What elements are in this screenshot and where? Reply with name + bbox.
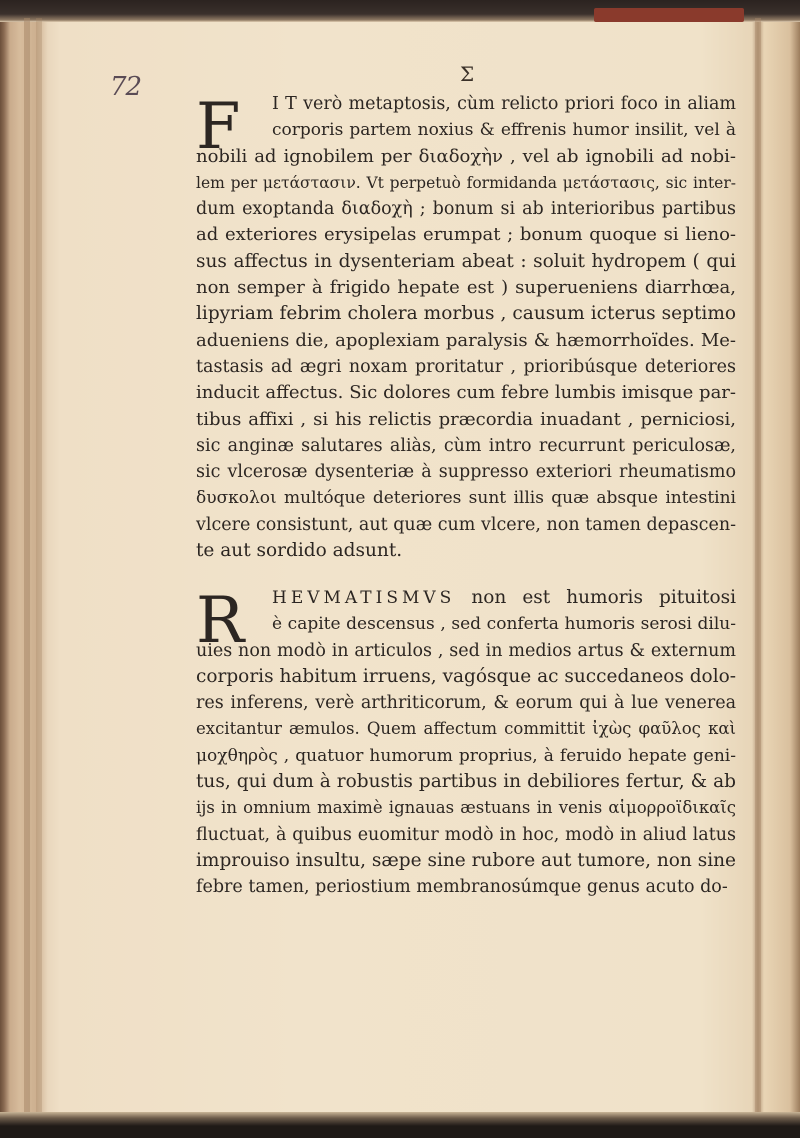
text-line: dum exoptanda διαδοχὴ ; bonum si ab interioribus partibus (196, 199, 736, 220)
text-line: adueniens die, apoplexiam paralysis & hæmorrhoïdes. Me- (196, 329, 736, 351)
text-line: δυσκολοι multóque deteriores sunt illis quæ absque intestini (196, 488, 736, 509)
text-line: te aut sordido adsunt. (196, 540, 403, 562)
text-line: sus affectus in dysenteriam abeat : soluit hydropem ( qui (196, 250, 736, 272)
text-line: sic anginæ salutares aliàs, cùm intro recurrunt periculosæ, (196, 435, 736, 456)
text-line: vlcere consistunt, aut quæ cum vlcere, non tamen depascen- (196, 514, 736, 535)
text-line: tibus affixi , si his relictis præcordia inuadant , perniciosi, (196, 408, 736, 430)
text-line: è capite descensus , sed conferta humoris serosi dilu- (272, 614, 736, 635)
text-line: tastasis ad ægri noxam proritatur , prioribúsque deteriores (196, 356, 736, 377)
text-line: fluctuat, à quibus euomitur modò in hoc, modò in aliud latus (196, 824, 736, 845)
heading-word: HEVMATISMVS (272, 588, 456, 608)
first-line-rest: non est humoris pituitosi (471, 587, 736, 608)
page-fold (755, 18, 761, 1114)
paragraph-metaptosis (196, 91, 736, 564)
text-line: res inferens, verè arthriticorum, & eorum qui à lue venerea (196, 693, 736, 714)
text-line: excitantur æmulos. Quem affectum committit ἰχὼς φαῦλος καὶ (196, 719, 736, 739)
text-line: tus, qui dum à robustis partibus in debiliores fertur, & ab (196, 771, 736, 793)
text-line: ijs in omnium maximè ignauas æstuans in venis αἱμορροϊδικαῖς (196, 798, 736, 818)
text-line: sic vlcerosæ dysenteriæ à suppresso exteriori rheumatismo (196, 462, 736, 483)
text-line: corporis habitum irruens, vagósque ac succedaneos dolo- (196, 665, 736, 687)
paragraph-rheumatismus (196, 585, 736, 901)
text-line: febre tamen, periostium membranosúmque genus acuto do- (196, 877, 728, 898)
page-number: 72 (110, 72, 142, 102)
text-line: uies non modò in articulos , sed in medios artus & externum (196, 640, 736, 661)
text-line: improuiso insultu, sæpe sine rubore aut tumore, non sine (196, 849, 736, 871)
text-line: nobili ad ignobilem per διαδοχὴν , vel ab ignobili ad nobi- (196, 145, 736, 167)
text-line: lem per μετάστασιν. Vt perpetuò formidanda μετάστασις, sic inter- (196, 173, 736, 192)
text-line: inducit affectus. Sic dolores cum febre lumbis imisque par- (196, 382, 736, 404)
text-line: lipyriam febrim cholera morbus , causum icterus septimo (196, 303, 736, 325)
text-line (196, 585, 736, 611)
drop-cap: F (196, 90, 241, 164)
text-line: corporis partem noxius & effrenis humor insilit, vel à (272, 120, 736, 141)
text-line: μοχθηρὸς , quatuor humorum proprius, à feruido hepate geni- (196, 745, 736, 766)
text-line: ad exteriores erysipelas erumpat ; bonum quoque si lieno- (196, 224, 736, 246)
red-bookmark-strip (594, 8, 744, 22)
text-line: non semper à frigido hepate est ) superueniens diarrhœa, (196, 277, 736, 299)
signature-mark: Σ (460, 62, 475, 86)
binding-shadow (24, 18, 30, 1114)
drop-cap: R (196, 584, 245, 658)
text-line: I T verò metaptosis, cùm relicto priori foco in aliam (272, 94, 736, 114)
binding-shadow (36, 18, 42, 1114)
bottom-edge (0, 1112, 800, 1138)
